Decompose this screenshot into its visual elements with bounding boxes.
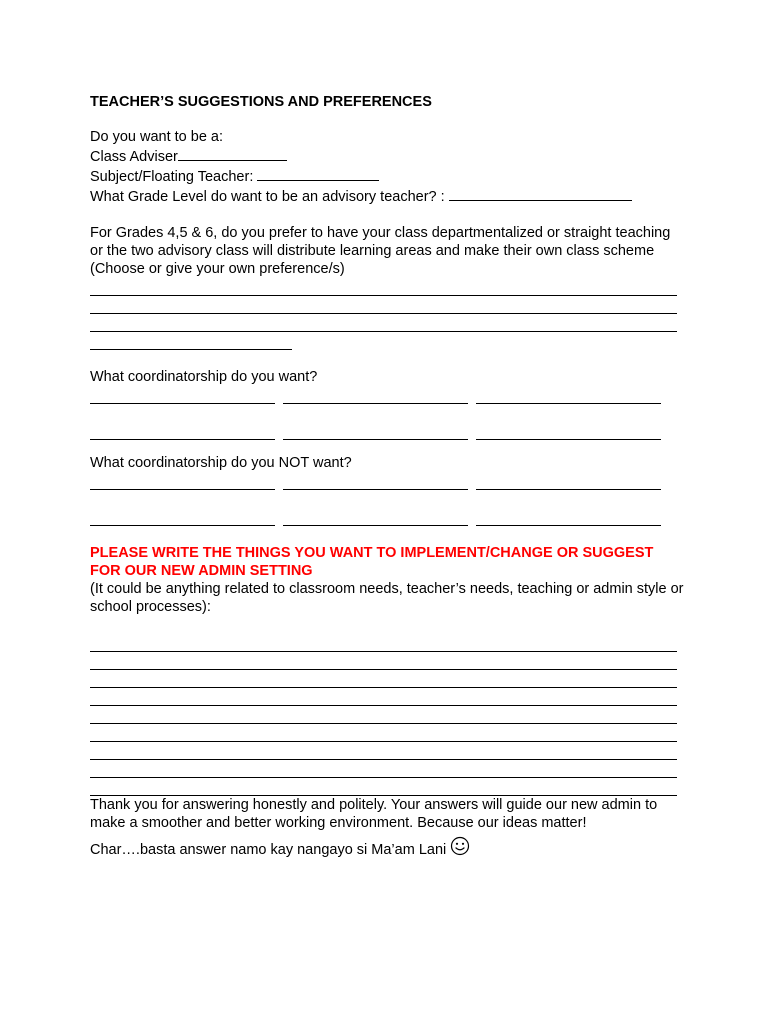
q5-answer-row [90,472,685,490]
q5-prompt: What coordinatorship do you NOT want? [90,455,352,471]
q1-option-class-adviser [90,146,685,166]
q1-option-a-label: Class Adviser [90,149,178,165]
closing-line [90,836,685,861]
q5-answer-row [90,508,685,526]
q4-answer-row [90,422,685,440]
q2-prompt: What Grade Level do want to be an advisory teacher? : [90,189,449,205]
suggestion-answer-line[interactable] [90,688,677,706]
q3-answer-line[interactable] [90,278,677,296]
q1-option-subject-teacher [90,166,685,186]
class-adviser-blank[interactable] [178,146,287,161]
q5-answer-blank[interactable] [476,472,661,490]
q4-answer-blank[interactable] [283,386,468,404]
q4-answer-blank[interactable] [476,422,661,440]
q2-line [90,186,685,206]
suggestions-note: (It could be anything related to classroom needs, teacher’s needs, teaching or admin style or school processes): [90,581,684,615]
q5-answer-blank[interactable] [90,472,275,490]
q4-answer-blank[interactable] [283,422,468,440]
q4-answer-blank[interactable] [476,386,661,404]
q4-answer-blank[interactable] [90,422,275,440]
suggestion-answer-line[interactable] [90,778,677,796]
suggestion-answer-line[interactable] [90,742,677,760]
q3-prompt: For Grades 4,5 & 6, do you prefer to have your class departmentalized or straight teaching or the two advisory class will distribute learning areas and make their own class scheme (Choose or give your own preference/s) [90,225,671,277]
q1-prompt: Do you want to be a: [90,129,223,145]
suggestion-answer-line[interactable] [90,634,677,652]
q3-answer-line[interactable] [90,332,292,350]
form-title: TEACHER’S SUGGESTIONS AND PREFERENCES [90,94,432,110]
suggestions-heading: PLEASE WRITE THE THINGS YOU WANT TO IMPLEMENT/CHANGE OR SUGGEST FOR OUR NEW ADMIN SETTING [90,545,654,579]
q3-answer-line[interactable] [90,314,677,332]
suggestion-answer-line[interactable] [90,706,677,724]
thank-you-text: Thank you for answering honestly and politely. Your answers will guide our new admin to make a smoother and better working environment. Because our ideas matter! [90,797,658,831]
q5-answer-blank[interactable] [90,508,275,526]
q5-answer-blank[interactable] [283,472,468,490]
q5-answer-blank[interactable] [283,508,468,526]
closing-text: Char….basta answer namo kay nangayo si Ma’am Lani [90,842,447,858]
q1-option-b-label: Subject/Floating Teacher: [90,169,258,185]
q4-prompt: What coordinatorship do you want? [90,369,318,385]
form-page [90,93,685,861]
q5-answer-blank[interactable] [476,508,661,526]
subject-teacher-blank[interactable] [257,166,379,181]
smiley-icon [450,836,470,861]
suggestion-answer-line[interactable] [90,724,677,742]
q3-answer-line[interactable] [90,296,677,314]
q4-answer-blank[interactable] [90,386,275,404]
suggestion-answer-line[interactable] [90,670,677,688]
suggestion-answer-line[interactable] [90,652,677,670]
grade-level-blank[interactable] [449,186,632,201]
suggestion-answer-line[interactable] [90,760,677,778]
q4-answer-row [90,386,685,404]
